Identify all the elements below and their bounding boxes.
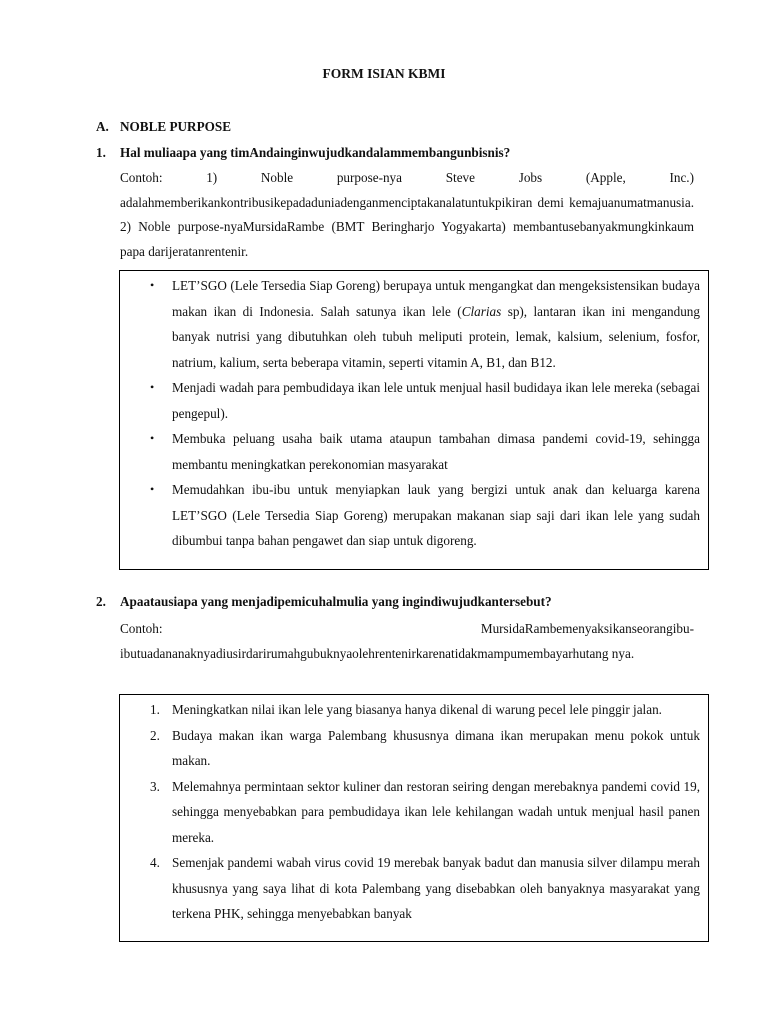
question-1 [96, 145, 706, 161]
list-item [132, 774, 700, 851]
list-number: 3. [150, 778, 160, 794]
answer-text: LET’SGO (Lele Tersedia Siap Goreng) berupaya untuk mengangkat dan mengeksistensikan budaya makan ikan di Indonesia. Salah satunya ikan lele ( [172, 278, 700, 319]
answer-text: Meningkatkan nilai ikan lele yang biasanya hanya dikenal di warung pecel lele pinggir jalan. [172, 702, 662, 717]
question-2 [96, 594, 706, 610]
list-number: 2. [150, 727, 160, 743]
answer-text: Semenjak pandemi wabah virus covid 19 merebak banyak badut dan manusia silver dilampu merah khususnya yang saya lihat di kota Palembang yang disebabkan oleh banyaknya masyarakat yang terkena PHK, sehingga menyebabkan banyak [172, 855, 700, 921]
bullet: • [150, 431, 155, 445]
answer-text: Membuka peluang usaha baik utama ataupun tambahan dimasa pandemi covid-19, sehingga membantu meningkatkan perekonomian masyarakat [172, 431, 700, 472]
answer-text: Menjadi wadah para pembudidaya ikan lele untuk menjual hasil budidaya ikan lele mereka (sebagai pengepul). [172, 380, 700, 421]
list-item [132, 273, 700, 375]
answer-text: Melemahnya permintaan sektor kuliner dan restoran seiring dengan merebaknya pandemi covid 19, sehingga menyebabkan para pembudidaya ikan lele kehilangan wadah untuk menjual hasil panen mereka. [172, 778, 700, 845]
question-1-example: Contoh: 1) Noble purpose-nya Steve Jobs (Apple, Inc.) adalahmemberikankontribusikepadaduniadenganmenciptakanalatuntukpikiran demi kemajuanumatmanusia. 2) Noble purpose-nyaMursidaRambe (BMT Beringharjo Yogyakarta) membantusebanyakmungkinkaum papa darijeratanrentenir. [120, 170, 694, 259]
list-item [132, 477, 700, 554]
list-item [132, 850, 700, 927]
section-heading [96, 119, 231, 135]
answer-list-2 [132, 697, 700, 927]
question-1-text: Hal muliaapa yang timAndainginwujudkandalammembangunbisnis? [120, 145, 511, 160]
section-label: NOBLE PURPOSE [120, 119, 232, 134]
answer-box-2 [119, 694, 709, 942]
question-2-number: 2. [96, 594, 106, 609]
list-number: 1. [150, 702, 160, 717]
answer-list-1 [132, 273, 700, 554]
list-item [132, 723, 700, 774]
question-1-number: 1. [96, 145, 106, 160]
answer-text-italic: Clarias [461, 303, 502, 319]
bullet: • [150, 278, 155, 292]
answer-text: Budaya makan ikan warga Palembang khususnya dimana ikan merupakan menu pokok untuk makan. [172, 727, 700, 768]
bullet: • [150, 380, 155, 394]
list-item [132, 697, 700, 723]
bullet: • [150, 482, 155, 496]
section-letter: A. [96, 119, 109, 134]
list-item [132, 426, 700, 477]
question-2-example: Contoh: MursidaRambemenyaksikanseorangibu-ibutuadananaknyadiusirdarirumahgubuknyaolehrentenirkarenatidakmampumembayarhutang nya. [120, 621, 694, 661]
answer-text: Memudahkan ibu-ibu untuk menyiapkan lauk yang bergizi untuk anak dan keluarga karena LET’SGO (Lele Tersedia Siap Goreng) merupakan makanan siap saji dari ikan lele yang sudah dibumbui tanpa bahan pengawet dan siap untuk digoreng. [172, 482, 700, 548]
form-title: FORM ISIAN KBMI [322, 66, 446, 81]
answer-text: sp), lantaran ikan ini mengandung banyak nutrisi yang dibutuhkan oleh tubuh meliputi protein, lemak, kalsium, selenium, fosfor, natrium, kalium, serta beberapa vitamin, seperti vitamin A, B1, dan B12. [172, 303, 700, 370]
list-item [132, 375, 700, 426]
answer-box-1 [119, 270, 709, 570]
question-2-text: Apaatausiapa yang menjadipemicuhalmulia yang ingindiwujudkantersebut? [120, 594, 552, 609]
list-number: 4. [150, 855, 160, 870]
